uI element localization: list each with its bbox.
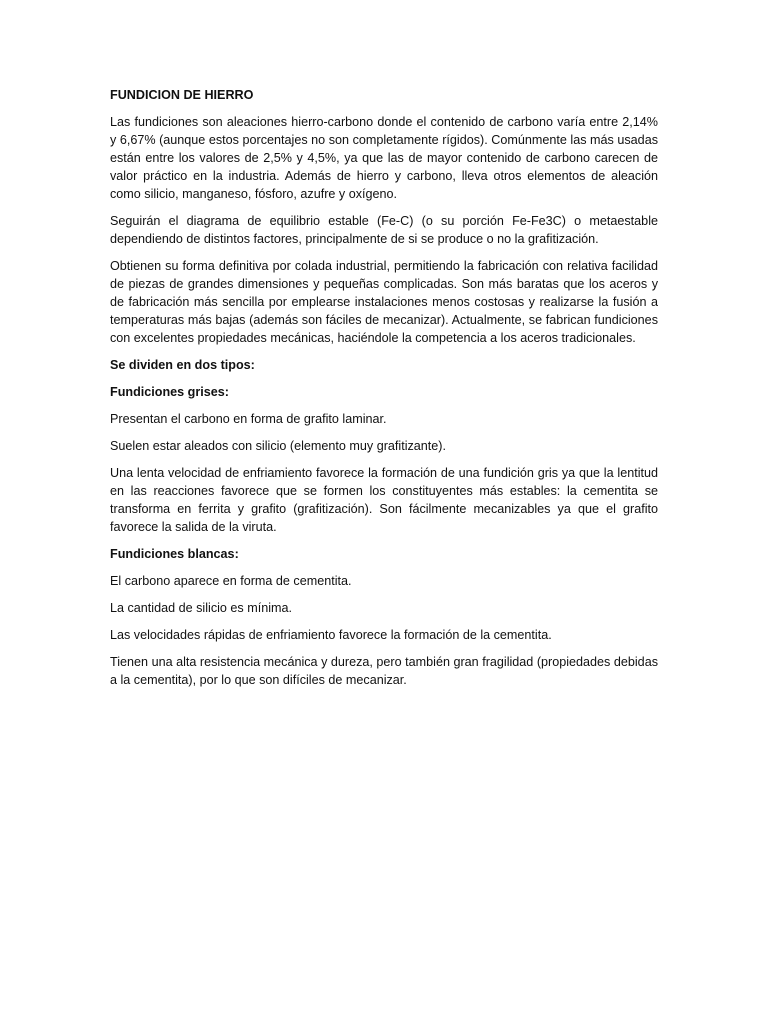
document-page — [110, 86, 658, 698]
paragraph: Tienen una alta resistencia mecánica y dureza, pero también gran fragilidad (propiedades debidas a la cementita), por lo que son difíciles de mecanizar. — [110, 655, 658, 687]
section-heading: Se dividen en dos tipos: — [110, 358, 255, 372]
paragraph: Presentan el carbono en forma de grafito laminar. — [110, 412, 387, 426]
paragraph: Las fundiciones son aleaciones hierro-carbono donde el contenido de carbono varía entre 2,14% y 6,67% (aunque estos porcentajes no son completamente rígidos). Comúnmente las más usadas están entre los valores de 2,5% y 4,5%, ya que las de mayor contenido de carbono carecen de valor práctico en la industria. Además de hierro y carbono, lleva otros elementos de aleación como silicio, manganeso, fósforo, azufre y oxígeno. — [110, 115, 658, 201]
document-title: FUNDICION DE HIERRO — [110, 88, 254, 102]
paragraph: Las velocidades rápidas de enfriamiento favorece la formación de la cementita. — [110, 628, 552, 642]
paragraph: La cantidad de silicio es mínima. — [110, 601, 293, 615]
section-heading: Fundiciones blancas: — [110, 547, 239, 561]
document-body — [110, 113, 658, 689]
paragraph: Una lenta velocidad de enfriamiento favorece la formación de una fundición gris ya que la lentitud en las reacciones favorece que se formen los constituyentes más estables: la cementita se transforma en ferrita y grafito (grafitización). Son fácilmente mecanizables ya que el grafito favorece la salida de la viruta. — [110, 466, 658, 534]
paragraph: Obtienen su forma definitiva por colada industrial, permitiendo la fabricación con relativa facilidad de piezas de grandes dimensiones y pequeñas complicadas. Son más baratas que los aceros y de fabricación más sencilla por emplearse instalaciones menos costosas y realizarse la fusión a temperaturas más bajas (además son fáciles de mecanizar). Actualmente, se fabrican fundiciones con excelentes propiedades mecánicas, haciéndole la competencia a los aceros tradicionales. — [110, 259, 658, 345]
paragraph: Suelen estar aleados con silicio (elemento muy grafitizante). — [110, 439, 447, 453]
section-heading: Fundiciones grises: — [110, 385, 229, 399]
paragraph: Seguirán el diagrama de equilibrio estable (Fe-C) (o su porción Fe-Fe3C) o metaestable dependiendo de distintos factores, principalmente de si se produce o no la grafitización. — [110, 214, 658, 246]
paragraph: El carbono aparece en forma de cementita. — [110, 574, 352, 588]
